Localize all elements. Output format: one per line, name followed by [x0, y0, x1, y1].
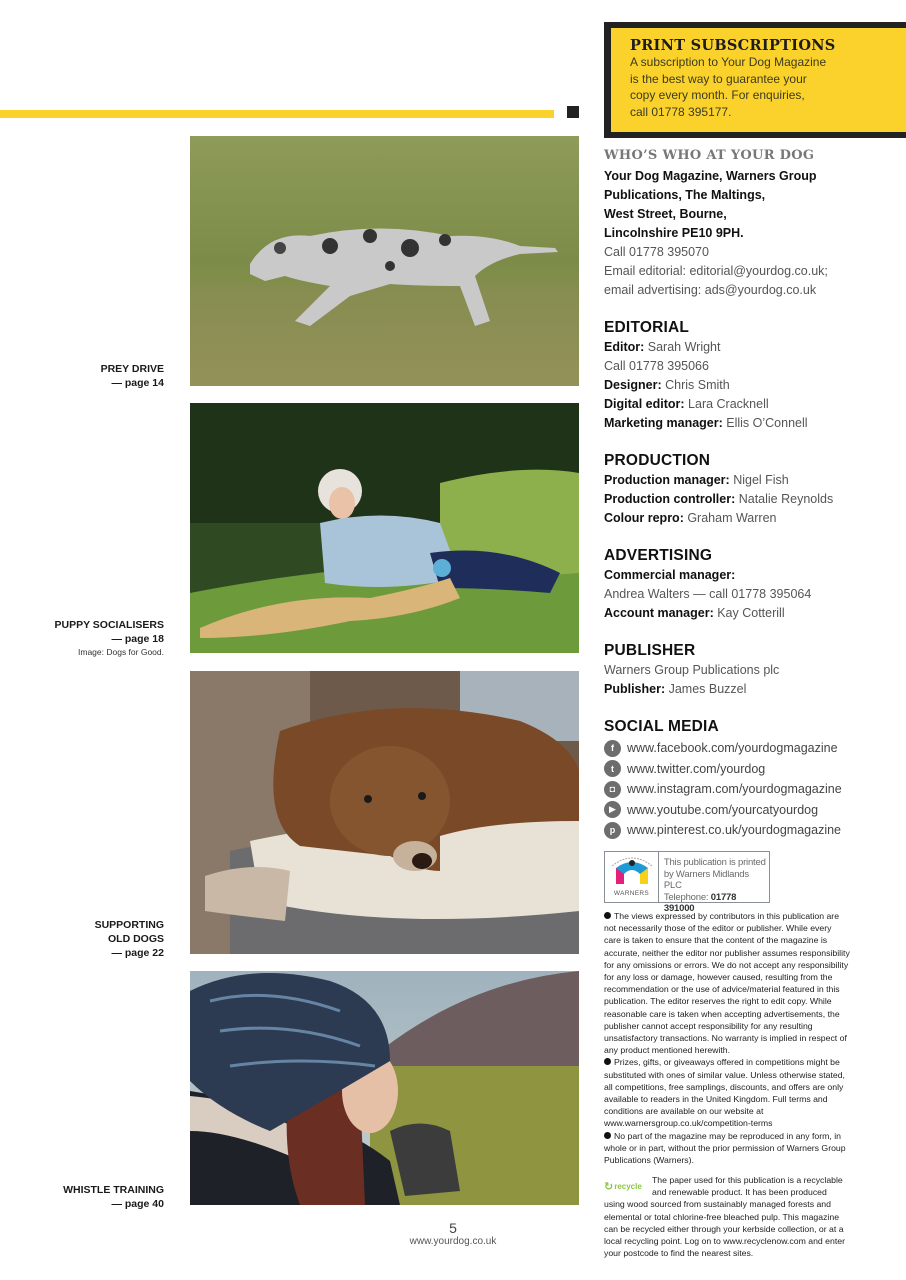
- editorial-section: [604, 318, 904, 433]
- colour-repro-line: [604, 509, 904, 528]
- commercial-manager-contact: Andrea Walters — call 01778 395064: [604, 587, 812, 601]
- black-square-marker: [567, 106, 579, 118]
- section-heading: EDITORIAL: [604, 319, 690, 336]
- bullet-icon: [604, 1058, 611, 1065]
- section-heading: SOCIAL MEDIA: [604, 718, 719, 735]
- caption-page-ref: — page 18: [111, 633, 164, 645]
- social-url[interactable]: www.instagram.com/yourdogmagazine: [627, 782, 842, 797]
- role-label: Editor:: [604, 340, 645, 354]
- pinterest-icon: p: [604, 822, 621, 839]
- person-name: Natalie Reynolds: [735, 492, 834, 506]
- caption-title: WHISTLE TRAINING: [63, 1184, 164, 1196]
- print-subscriptions-box: [604, 22, 906, 138]
- production-section: [604, 451, 904, 528]
- image-credit: Image: Dogs for Good.: [78, 647, 164, 657]
- phone-label: Telephone:: [663, 891, 711, 903]
- publisher-section: [604, 641, 904, 699]
- role-label: Digital editor:: [604, 397, 685, 411]
- disclaimer-paragraph: Prizes, gifts, or giveaways offered in competitions might be substituted with ones of similar value. Unless otherwise stated, all competitions, free samplings, discounts, and offers are only available to readers in the United Kingdom. Full terms and conditions are available on our website at www.warnersgroup.co.uk/competition-terms: [604, 1057, 845, 1129]
- email-advertising[interactable]: email advertising: ads@yourdog.co.uk: [604, 283, 817, 297]
- printer-line: This publication is printed: [663, 857, 766, 868]
- caption-title-line2: OLD DOGS: [107, 933, 164, 945]
- page-number: 5: [449, 1220, 457, 1236]
- role-label: Production controller:: [604, 492, 736, 506]
- recycle-logo-text: recycle: [614, 1181, 642, 1191]
- warners-logo-text: WARNERS: [613, 890, 649, 897]
- address-line: Publications, The Maltings,: [604, 188, 766, 202]
- subscriptions-line: call 01778 395177.: [630, 104, 732, 119]
- recycle-logo: [604, 1176, 648, 1198]
- yellow-rule-divider: [0, 110, 554, 118]
- photo-whistle-training: [190, 971, 579, 1205]
- social-url[interactable]: www.twitter.com/yourdog: [627, 761, 766, 776]
- social-link-facebook[interactable]: [604, 738, 904, 759]
- role-label: Account manager:: [604, 606, 714, 620]
- section-heading: PUBLISHER: [604, 642, 696, 659]
- warners-logo-icon: [606, 854, 658, 892]
- role-label: Designer:: [604, 378, 662, 392]
- subscriptions-title: PRINT SUBSCRIPTIONS: [630, 37, 836, 54]
- editor-phone: Call 01778 395066: [604, 359, 709, 373]
- social-media-section: [604, 717, 904, 841]
- section-heading: PRODUCTION: [604, 452, 711, 469]
- social-url[interactable]: www.youtube.com/yourcatyourdog: [627, 802, 819, 817]
- photo-prey-drive: [190, 136, 579, 386]
- caption-whistle-training: [63, 1183, 164, 1211]
- disclaimer-paragraph: The views expressed by contributors in this publication are not necessarily those of the editor or publisher. While every care is taken to ensure that the content of the magazine is accurate, neither the editor nor publisher assumes responsibility for any omissions or errors. We do not accept any responsibility for any loss or damage, however caused, resulting from the recommendation or the use of advice/material featured in this publication. The editor reserves the right to edit copy. While reasonable care is taken when accepting advertisements, the publisher cannot accept responsibility for any resulting unsatisfactory transactions. No warranty is implied in respect of any product mentioned herewith.: [604, 911, 850, 1056]
- main-phone: Call 01778 395070: [604, 245, 709, 259]
- marketing-manager-line: [604, 414, 904, 433]
- social-url[interactable]: www.facebook.com/yourdogmagazine: [627, 741, 838, 756]
- role-label: Commercial manager:: [604, 568, 736, 582]
- recycle-arrow-icon: ↻: [604, 1180, 614, 1193]
- advertising-section: [604, 546, 904, 623]
- section-heading: ADVERTISING: [604, 547, 713, 564]
- subscriptions-line: A subscription to Your Dog Magazine: [630, 55, 827, 69]
- instagram-icon: ◘: [604, 781, 621, 798]
- caption-page-ref: — page 22: [111, 947, 164, 959]
- social-link-pinterest[interactable]: [604, 820, 904, 841]
- photo-supporting-old-dogs: [190, 671, 579, 954]
- bullet-icon: [604, 1132, 611, 1139]
- digital-editor-line: [604, 395, 904, 414]
- twitter-icon: t: [604, 760, 621, 777]
- subscriptions-line: is the best way to guarantee your: [630, 71, 807, 86]
- caption-supporting-old-dogs: [95, 918, 164, 960]
- whos-who-title: WHO’S WHO AT YOUR DOG: [604, 148, 815, 163]
- caption-prey-drive: [101, 362, 164, 390]
- commercial-manager-label: [604, 566, 904, 585]
- person-name: Kay Cotterill: [713, 606, 785, 620]
- person-name: Graham Warren: [683, 511, 777, 525]
- caption-puppy-socialisers: [54, 618, 164, 658]
- person-name: Nigel Fish: [729, 473, 789, 487]
- designer-line: [604, 376, 904, 395]
- whos-who-address: [604, 167, 904, 300]
- printer-phone: 01778 391000: [663, 891, 737, 914]
- caption-title: PREY DRIVE: [100, 363, 164, 375]
- recycle-notice: [604, 1174, 850, 1259]
- caption-title: PUPPY SOCIALISERS: [54, 619, 164, 631]
- person-name: James Buzzel: [665, 682, 747, 696]
- disclaimer-text: [604, 910, 850, 1166]
- subscriptions-line: copy every month. For enquiries,: [630, 88, 805, 102]
- email-editorial[interactable]: Email editorial: editorial@yourdog.co.uk;: [604, 264, 828, 278]
- caption-page-ref: — page 14: [111, 377, 164, 389]
- warners-logo: [605, 852, 659, 902]
- address-line: West Street, Bourne,: [604, 207, 727, 221]
- bullet-icon: [604, 912, 611, 919]
- address-line: Your Dog Magazine, Warners Group: [604, 169, 817, 183]
- role-label: Colour repro:: [604, 511, 684, 525]
- role-label: Production manager:: [604, 473, 730, 487]
- editor-line: [604, 338, 904, 357]
- social-link-youtube[interactable]: [604, 800, 904, 821]
- photo-puppy-socialisers: [190, 403, 579, 653]
- production-manager-line: [604, 471, 904, 490]
- social-link-twitter[interactable]: [604, 759, 904, 780]
- caption-title-line1: SUPPORTING: [94, 919, 164, 931]
- person-name: Sarah Wright: [644, 340, 721, 354]
- caption-page-ref: — page 40: [111, 1198, 164, 1210]
- person-name: Chris Smith: [661, 378, 730, 392]
- facebook-icon: f: [604, 740, 621, 757]
- address-line: Lincolnshire PE10 9PH.: [604, 226, 744, 240]
- role-label: Publisher:: [604, 682, 666, 696]
- printer-details: [659, 852, 769, 914]
- person-name: Lara Cracknell: [684, 397, 769, 411]
- disclaimer-paragraph: No part of the magazine may be reproduced in any form, in whole or in part, without the prior permission of Warners Group Publications (Warners).: [604, 1130, 846, 1166]
- person-name: Ellis O’Connell: [722, 416, 808, 430]
- printer-line: by Warners Midlands PLC: [663, 868, 749, 891]
- footer-url[interactable]: www.yourdog.co.uk: [409, 1236, 497, 1247]
- production-controller-line: [604, 490, 904, 509]
- social-link-instagram[interactable]: [604, 779, 904, 800]
- publisher-line: [604, 680, 904, 699]
- account-manager-line: [604, 604, 904, 623]
- youtube-icon: ▶: [604, 801, 621, 818]
- social-url[interactable]: www.pinterest.co.uk/yourdogmagazine: [627, 823, 842, 838]
- printer-info-box: [604, 851, 770, 914]
- recycle-text: The paper used for this publication is a recyclable and renewable product. It has been produced using wood sourced from sustainably managed forests and elemental or total chlorine-free bleached pulp. This magazine can be recycled either through your kerbside collection, or at a local recycling point. Log on to www.recyclenow.com and enter your postcode to find the nearest sites.: [604, 1175, 845, 1259]
- role-label: Marketing manager:: [604, 416, 723, 430]
- publisher-company: Warners Group Publications plc: [604, 663, 780, 677]
